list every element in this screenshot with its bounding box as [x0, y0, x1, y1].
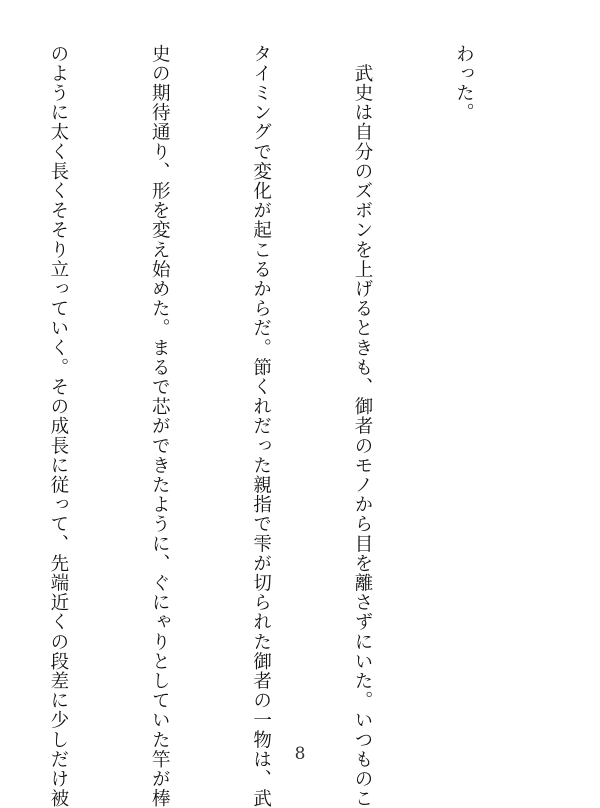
vertical-body-text — [0, 44, 548, 808]
text-line: のように太く長くそそり立っていく。その成長に従って、先端近くの段差に少しだけ被 — [47, 44, 69, 808]
text-line: わった。 — [453, 44, 475, 123]
text-line: タイミングで変化が起こるからだ。節くれだった親指で雫が切られた御者の一物は、武 — [250, 44, 272, 808]
text-line: 史の期待通り、形を変え始めた。まるで芯ができたように、ぐにゃりとしていた竿が棒 — [149, 44, 171, 808]
text-line: 武史は自分のズボンを上げるときも、御者のモノから目を離さずにいた。いつものこ — [352, 44, 374, 808]
page-number: 8 — [294, 744, 306, 764]
